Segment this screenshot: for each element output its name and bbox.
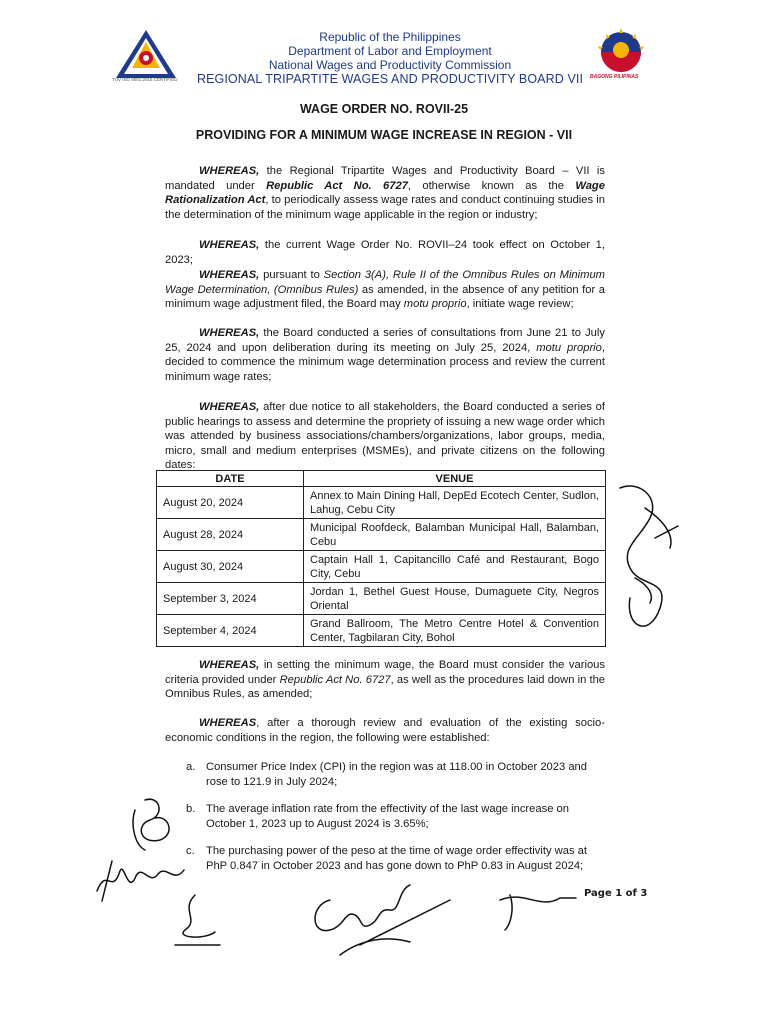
- hearing-venue: Captain Hall 1, Capitancillo Café and Restaurant, Bogo City, Cebu: [304, 551, 606, 583]
- iso-certification-text: TUV ISO 9001:2015 CERTIFIED: [112, 77, 178, 82]
- right-signature: [490, 880, 580, 940]
- margin-signature: [600, 478, 686, 648]
- hearing-date: August 20, 2024: [157, 487, 304, 519]
- list-item-letter: b.: [186, 803, 196, 815]
- list-item-text: The average inflation rate from the effectivity of the last wage increase on October 1, 2023 up to August 2024 is 3.65%;: [206, 803, 569, 830]
- whereas-paragraph-1: WHEREAS, the Regional Tripartite Wages and Productivity Board – VII is mandated under Republic Act No. 6727, otherwise known as the Wage Rationalization Act, to periodically assess wage rates and conduct continuing studies in the determination of the minimum wage applicable in the region or industry;: [165, 165, 605, 221]
- header-line-4: REGIONAL TRIPARTITE WAGES AND PRODUCTIVITY BOARD VII: [196, 72, 584, 86]
- hearing-venue: Jordan 1, Bethel Guest House, Dumaguete City, Negros Oriental: [304, 583, 606, 615]
- whereas-paragraph-5: WHEREAS, after due notice to all stakeholders, the Board conducted a series of public hearings to assess and determine the propriety of issuing a new wage order which was attended by business associations/chambers/organizations, labor groups, media, micro, small and medium enterprises (MSMEs), and private citizens on the following dates:: [165, 401, 605, 471]
- date-column-header: DATE: [157, 471, 304, 487]
- letterhead: [180, 30, 600, 87]
- hearing-venue: Grand Ballroom, The Metro Centre Hotel & Convention Center, Tagbilaran City, Bohol: [304, 615, 606, 647]
- left-signature-3: [165, 890, 225, 950]
- hearing-date: August 28, 2024: [157, 519, 304, 551]
- wage-order-title: WAGE ORDER NO. ROVII-25: [299, 102, 469, 116]
- whereas-paragraph-2: WHEREAS, the current Wage Order No. ROVII–24 took effect on October 1, 2023;: [165, 239, 605, 266]
- dole-logo: [114, 28, 178, 84]
- hearing-date: September 4, 2024: [157, 615, 304, 647]
- list-item-text: Consumer Price Index (CPI) in the region was at 118.00 in October 2023 and rose to 121.9 in July 2024;: [206, 761, 587, 788]
- table-row: [157, 583, 606, 615]
- header-line-3: National Wages and Productivity Commission: [268, 58, 512, 72]
- hearing-date: September 3, 2024: [157, 583, 304, 615]
- header-line-1: Republic of the Philippines: [319, 30, 461, 44]
- wage-order-subtitle: PROVIDING FOR A MINIMUM WAGE INCREASE IN REGION - VII: [195, 128, 573, 142]
- list-item-letter: a.: [186, 761, 196, 773]
- header-line-2: Department of Labor and Employment: [288, 44, 492, 58]
- hearing-date: August 30, 2024: [157, 551, 304, 583]
- hearing-venue: Municipal Roofdeck, Balamban Municipal Hall, Balamban, Cebu: [304, 519, 606, 551]
- list-item-text: The purchasing power of the peso at the time of wage order effectivity was at PhP 0.847 in October 2023 and has gone down to PhP 0.83 in August 2024;: [206, 845, 587, 872]
- center-signature: [300, 870, 460, 960]
- table-row: [157, 551, 606, 583]
- table-row: [157, 615, 606, 647]
- hearing-venue: Annex to Main Dining Hall, DepEd Ecotech Center, Sudlon, Lahug, Cebu City: [304, 487, 606, 519]
- bagong-pilipinas-text: BAGONG PILIPINAS: [590, 74, 639, 80]
- table-row: [157, 487, 606, 519]
- whereas-paragraph-3: WHEREAS, pursuant to Section 3(A), Rule II of the Omnibus Rules on Minimum Wage Determination, (Omnibus Rules) as amended, in the absence of any petition for a minimum wage adjustment filed, the Board may motu proprio, initiate wage review;: [165, 269, 606, 310]
- left-signature-1: [120, 790, 190, 860]
- whereas-paragraph-4: WHEREAS, the Board conducted a series of consultations from June 21 to July 25, 2024 and upon deliberation during its meeting on July 25, 2024, motu proprio, decided to commence the minimum wage determination process and review the current minimum wage rates;: [165, 327, 605, 383]
- list-item-letter: c.: [186, 845, 195, 857]
- public-hearings-table: [156, 470, 606, 647]
- table-row: [157, 519, 606, 551]
- page-number: Page 1 of 3: [584, 888, 648, 899]
- venue-column-header: VENUE: [304, 471, 606, 487]
- whereas-paragraph-7: WHEREAS, after a thorough review and evaluation of the existing socio-economic conditions in the region, the following were established:: [165, 717, 605, 744]
- whereas-paragraph-6: WHEREAS, in setting the minimum wage, the Board must consider the various criteria provided under Republic Act No. 6727, as well as the procedures laid down in the Omnibus Rules, as amended;: [165, 659, 606, 700]
- table-header-row: [157, 471, 606, 487]
